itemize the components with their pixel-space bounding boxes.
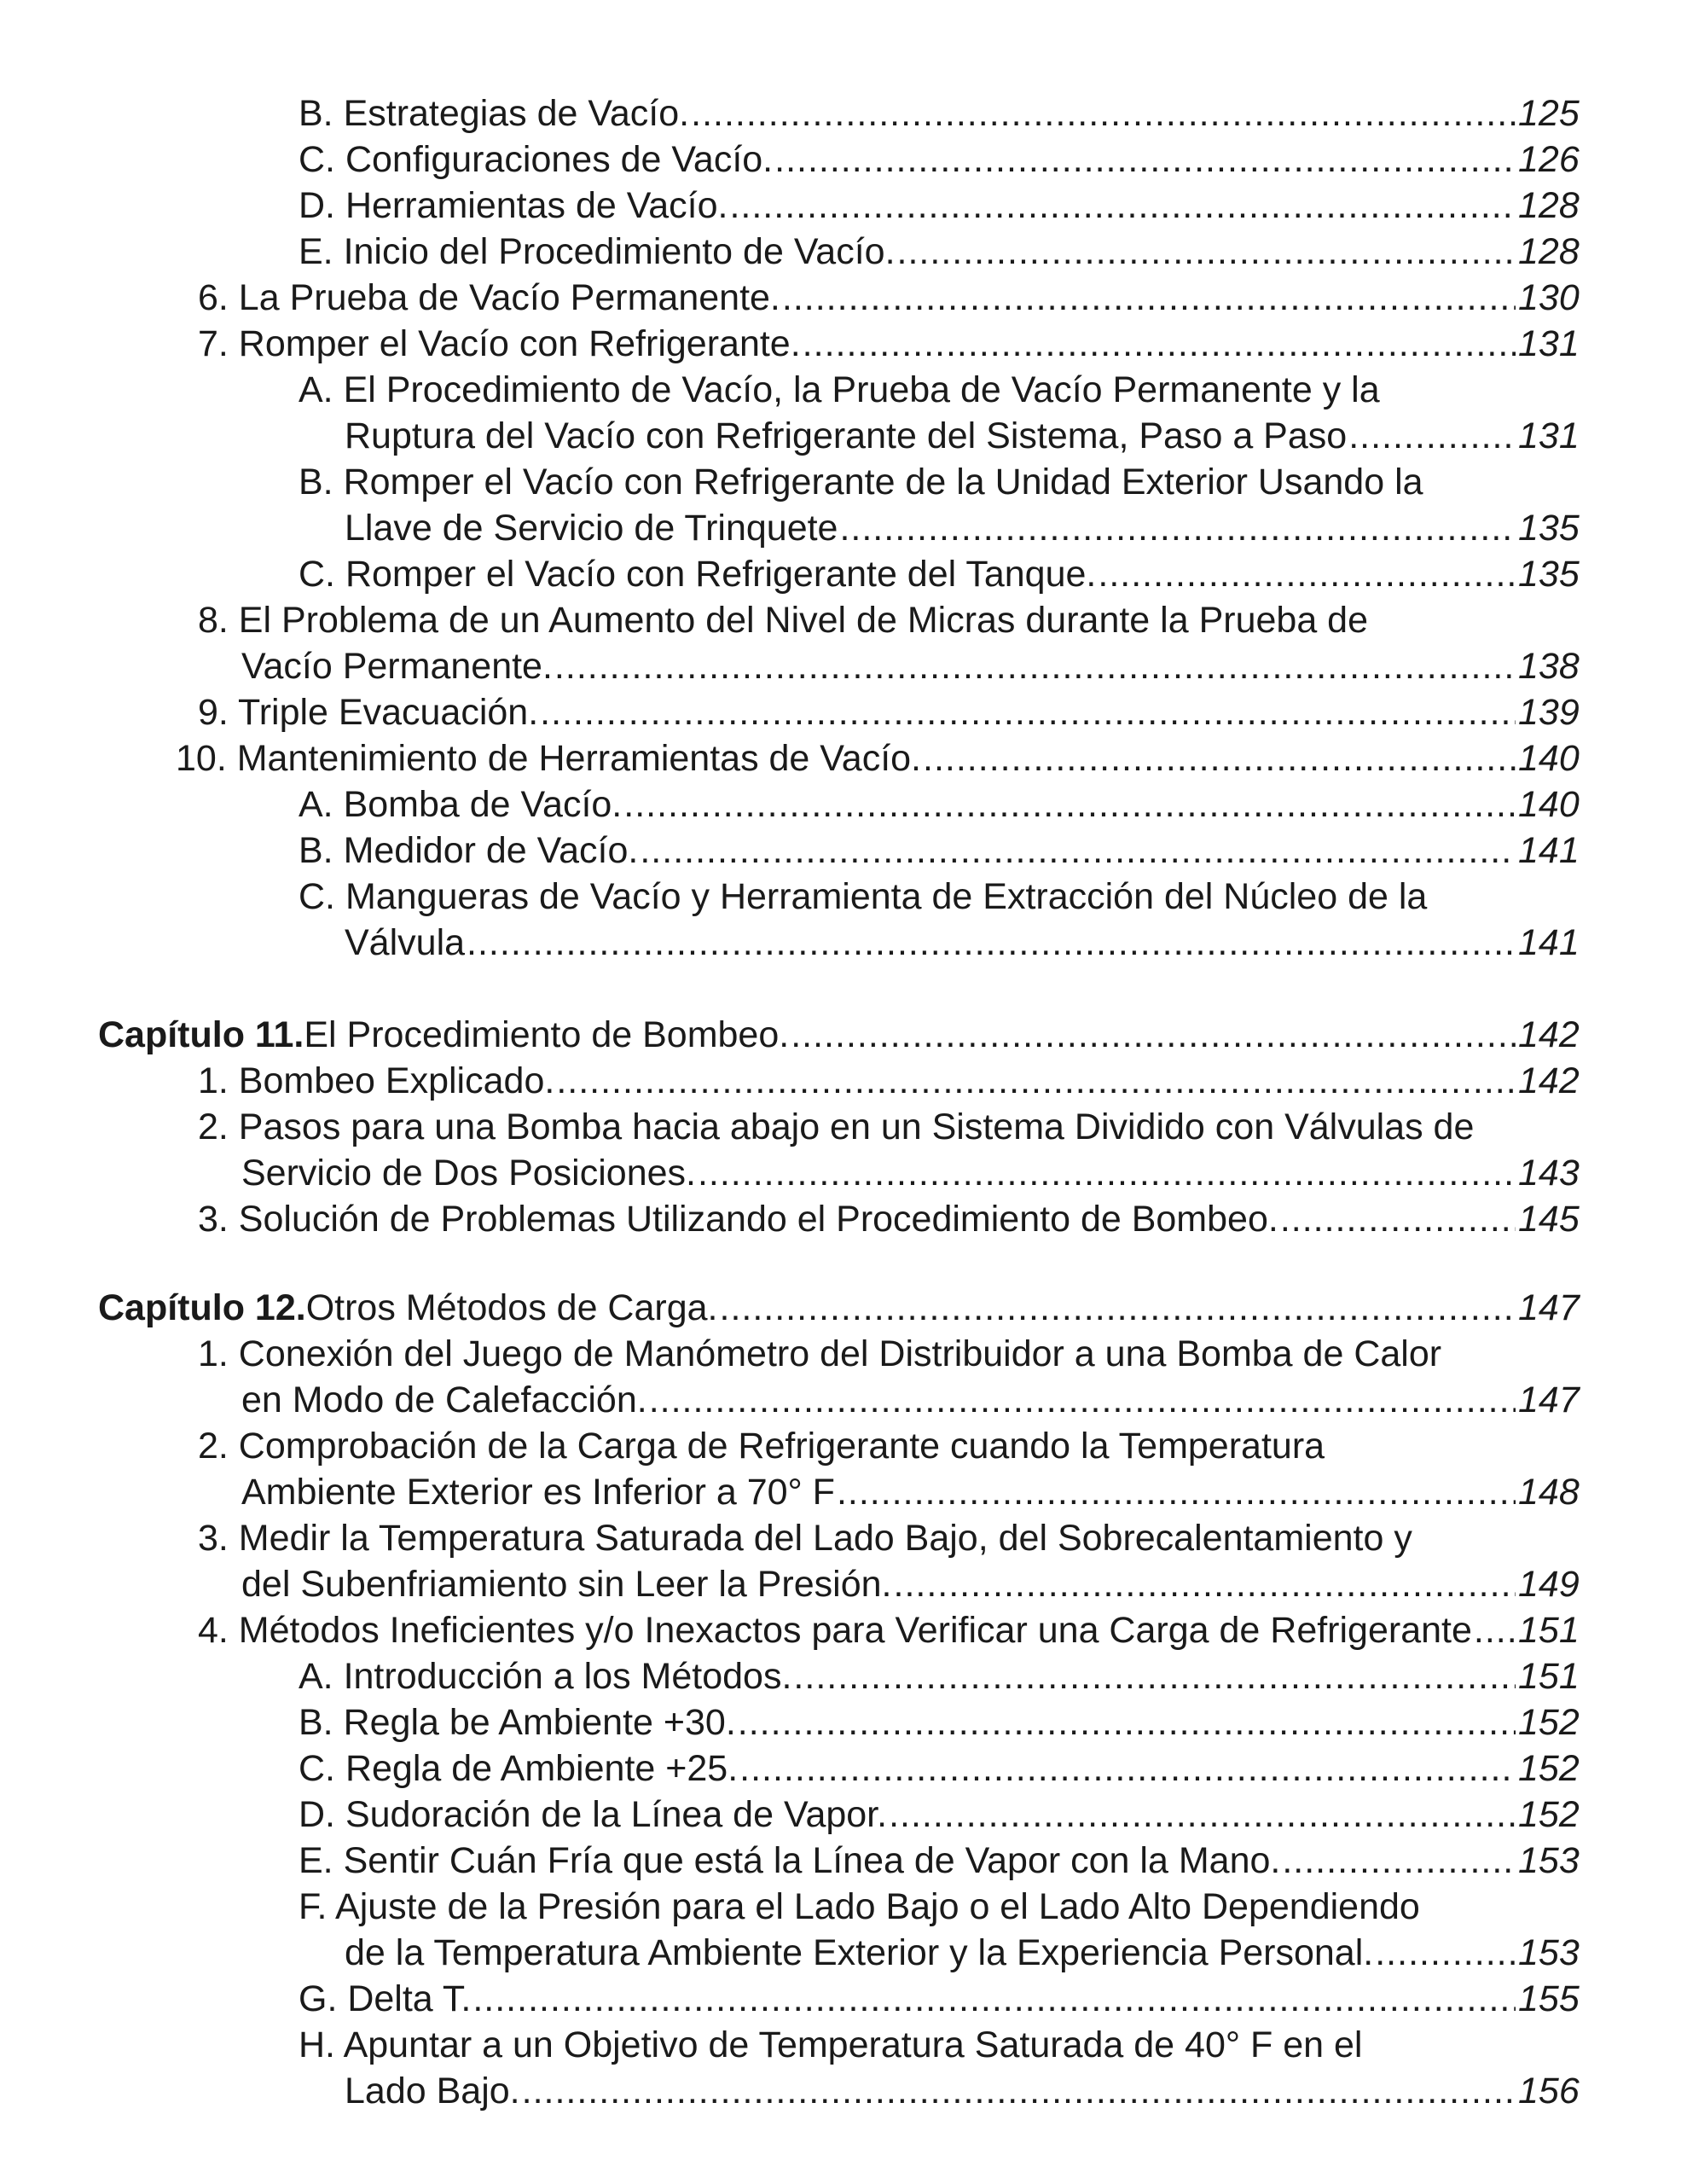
entry-title: 9. Triple Evacuación. <box>198 692 539 733</box>
dot-leader <box>647 1377 1516 1423</box>
dot-leader <box>728 183 1516 229</box>
page-number: 128 <box>1518 231 1580 272</box>
dot-leader <box>780 275 1516 321</box>
entry-title: El Procedimiento de Bombeo. <box>304 1014 790 1055</box>
entry-title: E. Inicio del Procedimiento de Vacío. <box>299 231 896 272</box>
dot-leader <box>465 920 1516 966</box>
dot-leader <box>789 1012 1516 1058</box>
entry-title: B. Medidor de Vacío. <box>299 830 639 871</box>
entry-title: 7. Romper el Vacío con Refrigerante. <box>198 323 801 364</box>
entry-title-continued: Lado Bajo. <box>345 2071 520 2111</box>
entry-title-continued: Ambiente Exterior es Inferior a 70° F <box>241 1472 835 1513</box>
entry-title: 4. Métodos Ineficientes y/o Inexactos para Verificar una Carga de Refrigerante <box>198 1610 1472 1651</box>
page-number: 141 <box>1518 830 1580 871</box>
entry-title: B. Regla be Ambiente +30. <box>299 1702 736 1743</box>
page-number: 151 <box>1518 1610 1580 1651</box>
page-number: 153 <box>1518 1840 1580 1881</box>
dot-leader <box>887 1792 1516 1838</box>
dot-leader <box>1472 1607 1516 1653</box>
entry-title: 8. El Problema de un Aumento del Nivel de Micras durante la Prueba de <box>198 600 1369 641</box>
entry-title: H. Apuntar a un Objetivo de Temperatura Saturada de 40° F en el <box>299 2024 1363 2065</box>
page-number: 148 <box>1518 1472 1580 1513</box>
page-number: 140 <box>1518 784 1580 825</box>
page-number: 147 <box>1518 1287 1580 1328</box>
entry-title: 6. La Prueba de Vacío Permanente. <box>198 277 780 318</box>
dot-leader <box>838 505 1516 551</box>
page-number: 143 <box>1518 1153 1580 1194</box>
page-number: 135 <box>1518 508 1580 549</box>
page-number: 126 <box>1518 139 1580 180</box>
dot-leader <box>1347 413 1516 459</box>
page-number: 130 <box>1518 277 1580 318</box>
entry-title-continued: Válvula <box>345 922 466 963</box>
entry-title: C. Romper el Vacío con Refrigerante del Tanque. <box>299 554 1097 595</box>
page-number: 156 <box>1518 2071 1580 2111</box>
entry-title: A. Bomba de Vacío. <box>299 784 623 825</box>
entry-title: 1. Bombeo Explicado. <box>198 1060 555 1101</box>
dot-leader <box>738 1745 1516 1792</box>
entry-title: B. Estrategias de Vacío. <box>299 93 690 134</box>
entry-title: A. El Procedimiento de Vacío, la Prueba de Vacío Permanente y la <box>299 369 1380 410</box>
entry-title: D. Herramientas de Vacío. <box>299 185 728 226</box>
entry-title-continued: de la Temperatura Ambiente Exterior y la Experiencia Personal. <box>345 1932 1374 1973</box>
entry-title: 3. Solución de Problemas Utilizando el Procedimiento de Bombeo. <box>198 1199 1278 1240</box>
entry-title: 3. Medir la Temperatura Saturada del Lado Bajo, del Sobrecalentamiento y <box>198 1518 1412 1559</box>
page-number: 131 <box>1518 415 1580 456</box>
chapter-number: Capítulo 11. <box>98 1014 304 1055</box>
dot-leader <box>1280 1838 1516 1884</box>
entry-title-continued: Servicio de Dos Posiciones. <box>241 1153 696 1194</box>
dot-leader <box>538 689 1516 735</box>
page-number: 140 <box>1518 738 1580 779</box>
dot-leader <box>736 1699 1516 1745</box>
dot-leader <box>892 1561 1516 1607</box>
dot-leader <box>791 1653 1516 1699</box>
dot-leader <box>1278 1196 1516 1242</box>
page-number: 139 <box>1518 692 1580 733</box>
entry-title: F. Ajuste de la Presión para el Lado Bajo o el Lado Alto Dependiendo <box>299 1886 1420 1927</box>
page-number: 128 <box>1518 185 1580 226</box>
page-number: 131 <box>1518 323 1580 364</box>
dot-leader <box>921 735 1516 781</box>
dot-leader <box>801 321 1516 367</box>
dot-leader <box>718 1285 1516 1331</box>
entry-title-continued: Ruptura del Vacío con Refrigerante del Sistema, Paso a Paso <box>345 415 1348 456</box>
page-number: 142 <box>1518 1060 1580 1101</box>
dot-leader <box>471 1976 1516 2022</box>
dot-leader <box>553 643 1516 689</box>
entry-title: C. Regla de Ambiente +25. <box>299 1748 739 1789</box>
dot-leader <box>520 2068 1516 2114</box>
dot-leader <box>773 136 1516 183</box>
page-number: 135 <box>1518 554 1580 595</box>
page-number: 141 <box>1518 922 1580 963</box>
dot-leader <box>1096 551 1516 597</box>
dot-leader <box>896 229 1516 275</box>
entry-title: 1. Conexión del Juego de Manómetro del Distribuidor a una Bomba de Calor <box>198 1333 1442 1374</box>
entry-title: 2. Pasos para una Bomba hacia abajo en un Sistema Dividido con Válvulas de <box>198 1107 1475 1147</box>
page-number: 142 <box>1518 1014 1580 1055</box>
entry-title: B. Romper el Vacío con Refrigerante de la Unidad Exterior Usando la <box>299 462 1423 502</box>
dot-leader <box>622 781 1516 828</box>
dot-leader <box>689 90 1516 136</box>
entry-title: C. Mangueras de Vacío y Herramienta de Extracción del Núcleo de la <box>299 876 1428 917</box>
dot-leader <box>835 1469 1516 1515</box>
page-number: 152 <box>1518 1702 1580 1743</box>
page-number: 152 <box>1518 1794 1580 1835</box>
dot-leader <box>696 1150 1516 1196</box>
page-number: 147 <box>1518 1380 1580 1420</box>
entry-title: E. Sentir Cuán Fría que está la Línea de Vapor con la Mano. <box>299 1840 1281 1881</box>
entry-title: 2. Comprobación de la Carga de Refrigerante cuando la Temperatura <box>198 1426 1325 1467</box>
page-number: 155 <box>1518 1978 1580 2019</box>
entry-title: C. Configuraciones de Vacío. <box>299 139 774 180</box>
entry-title: A. Introducción a los Métodos. <box>299 1656 792 1697</box>
dot-leader <box>554 1058 1516 1104</box>
entry-title-continued: del Subenfriamiento sin Leer la Presión. <box>241 1564 892 1605</box>
page-number: 125 <box>1518 93 1580 134</box>
entry-title-continued: en Modo de Calefacción. <box>241 1380 647 1420</box>
entry-title-continued: Llave de Servicio de Trinquete <box>345 508 838 549</box>
page-number: 138 <box>1518 646 1580 687</box>
entry-title: D. Sudoración de la Línea de Vapor. <box>299 1794 888 1835</box>
page-number: 145 <box>1518 1199 1580 1240</box>
entry-title: 10. Mantenimiento de Herramientas de Vacío. <box>176 738 922 779</box>
page-number: 152 <box>1518 1748 1580 1789</box>
dot-leader <box>1373 1930 1516 1976</box>
page-number: 149 <box>1518 1564 1580 1605</box>
chapter-number: Capítulo 12. <box>98 1287 306 1328</box>
dot-leader <box>638 828 1516 874</box>
page-number: 153 <box>1518 1932 1580 1973</box>
entry-title: Otros Métodos de Carga. <box>305 1287 718 1328</box>
entry-title-continued: Vacío Permanente. <box>241 646 553 687</box>
entry-title: G. Delta T. <box>299 1978 472 2019</box>
page-number: 151 <box>1518 1656 1580 1697</box>
